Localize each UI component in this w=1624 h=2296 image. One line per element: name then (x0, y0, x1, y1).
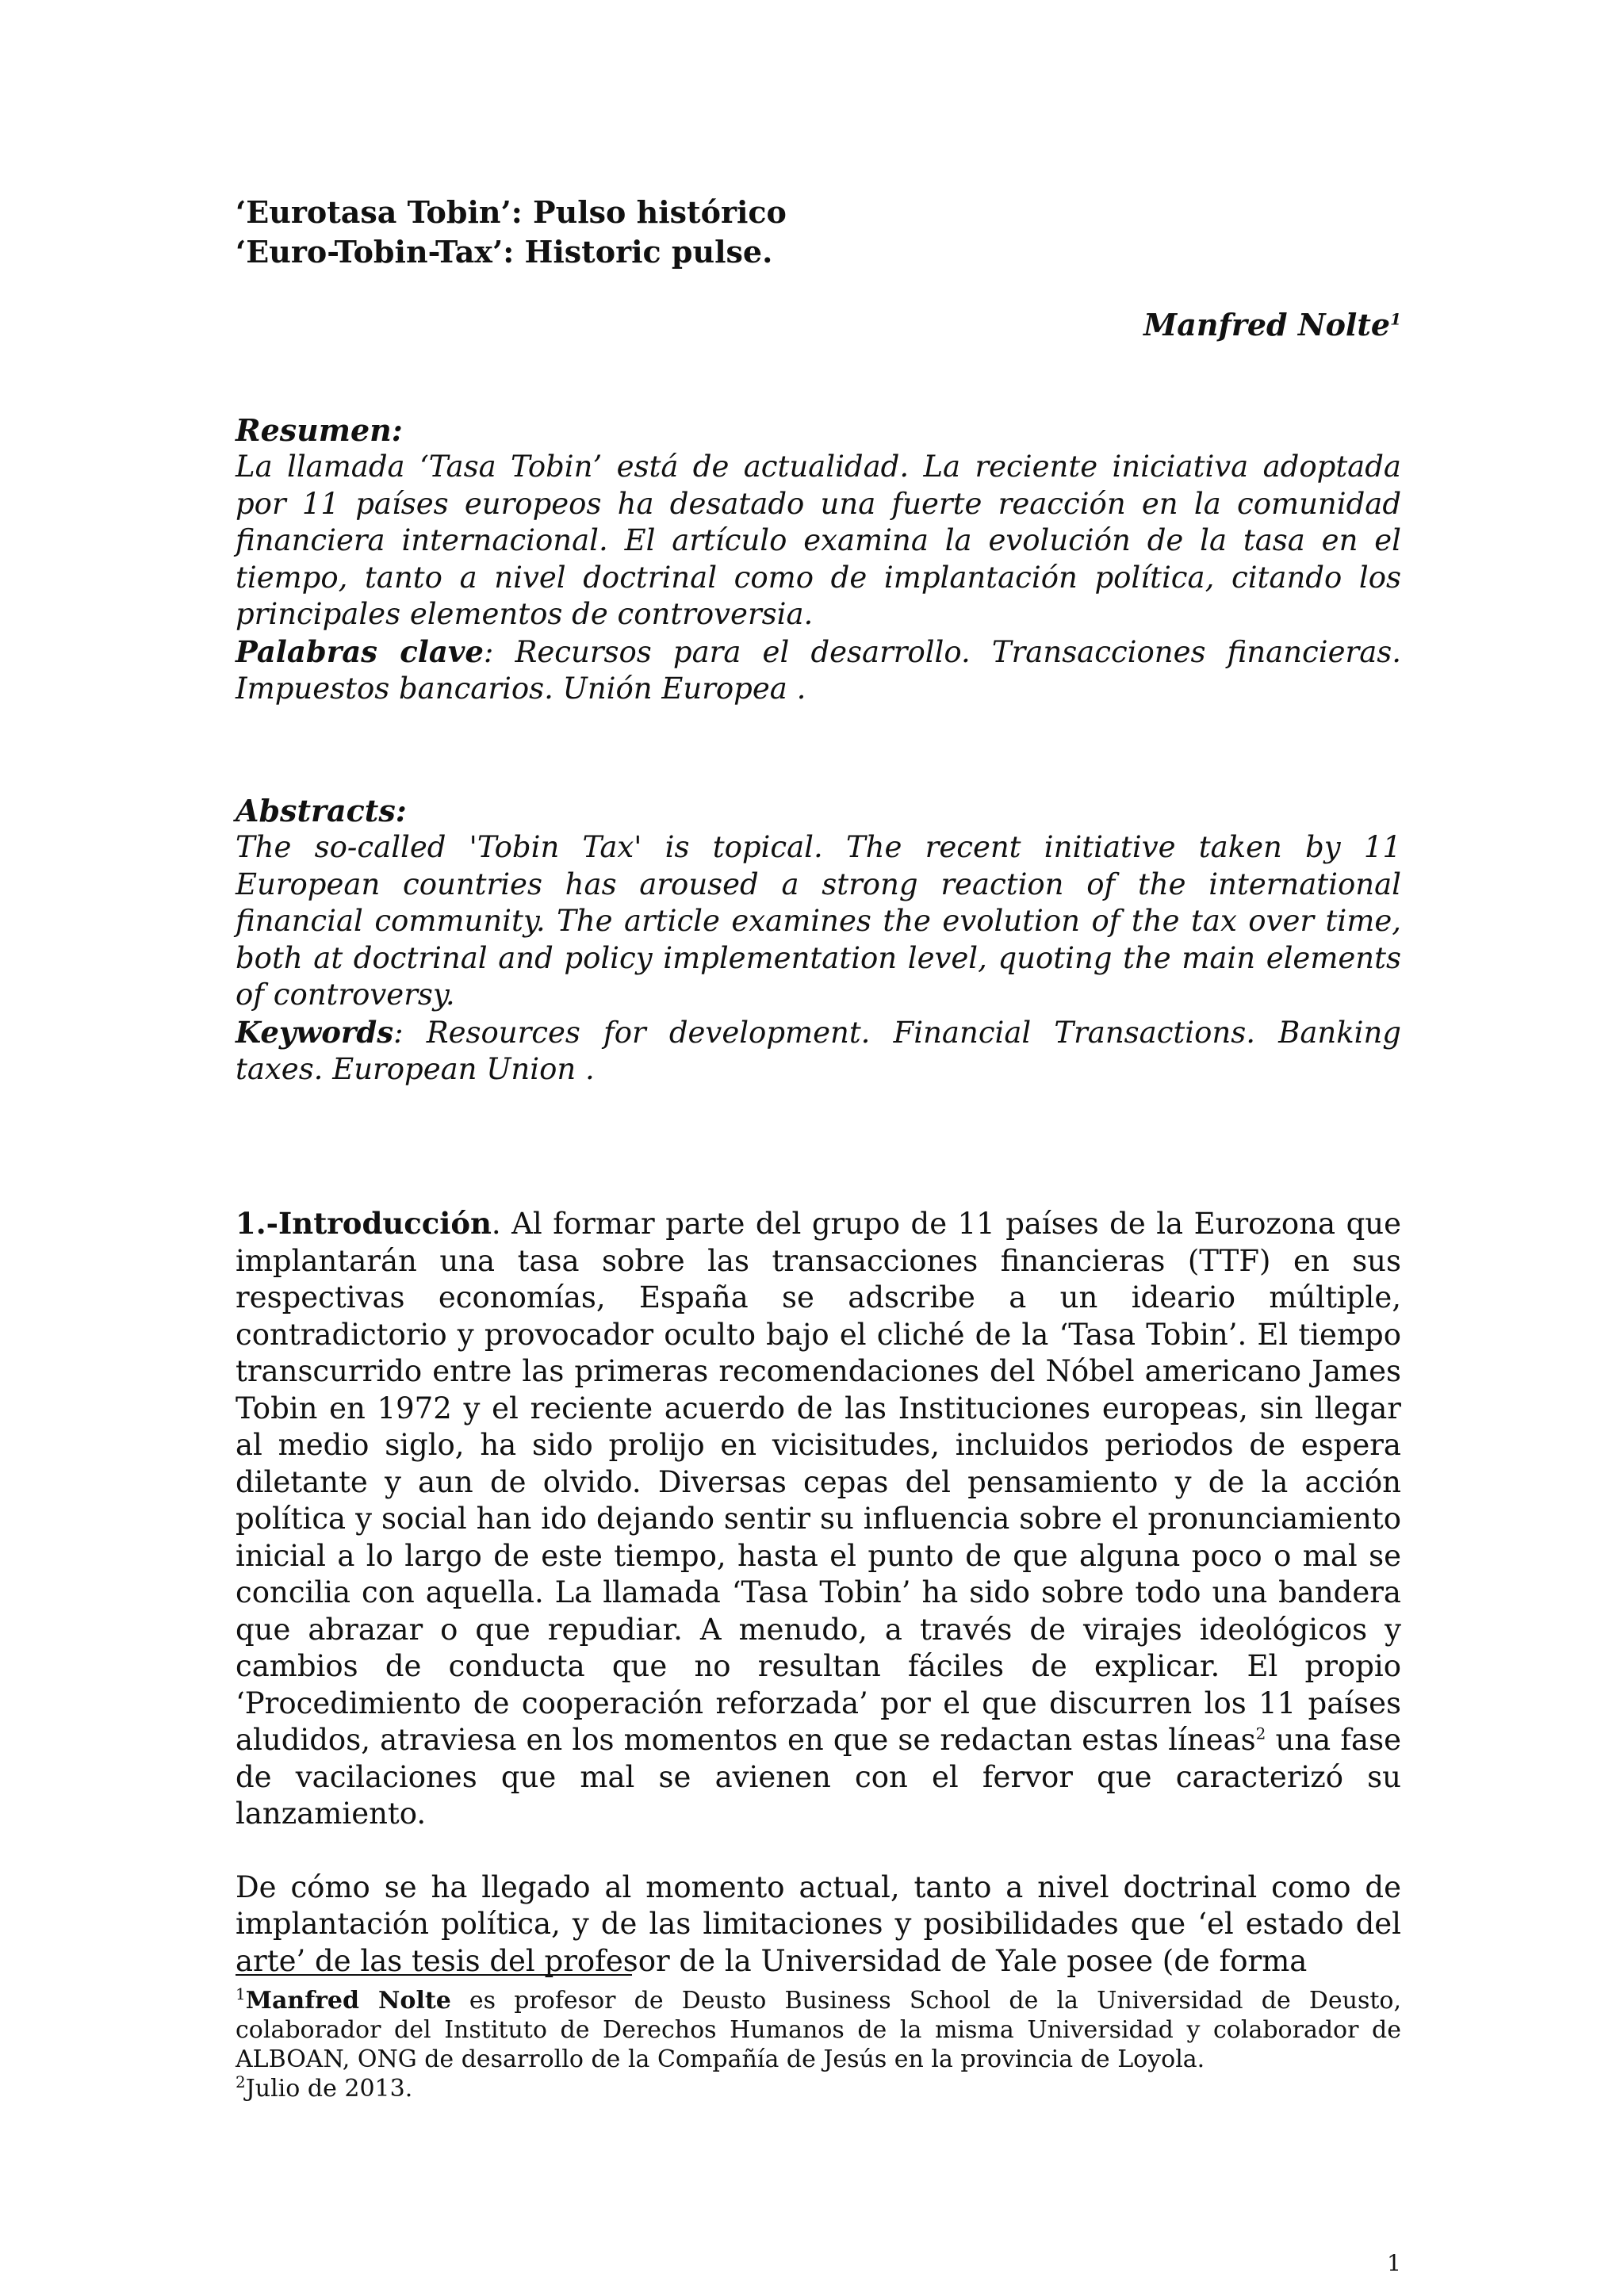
page-number: 1 (1387, 2250, 1401, 2276)
introduction-footnote-ref[interactable]: 2 (1255, 1724, 1266, 1743)
footnote-separator (236, 1974, 632, 1976)
introduction-paragraph-1 (236, 1205, 1401, 1833)
abstracts-keywords-label: Keywords (236, 1014, 394, 1050)
footnote-1 (236, 1986, 1401, 2074)
footnote-2-text: Julio de 2013. (245, 2075, 413, 2103)
author-line (1143, 305, 1401, 345)
introduction-section (236, 1205, 1401, 1980)
introduction-paragraph-1-part-1: . Al formar parte del grupo de 11 países de la Eurozona que implantarán una tasa sobre las transacciones financieras (TTF) en sus respectivas economías, España se adscribe a un ideario múltiple, contradictorio y provocador oculto bajo el cliché de la ‘Tasa Tobin’. El tiempo transcurrido entre las primeras recomendaciones del Nóbel americano James Tobin en 1972 y el reciente acuerdo de las Instituciones europeas, sin llegar al medio siglo, ha sido prolijo en vicisitudes, incluidos periodos de espera diletante y aun de olvido. Diversas cepas del pensamiento y de la acción política y social han ido dejando sentir su influencia sobre el pronunciamiento inicial a lo largo de este tiempo, hasta el punto de que alguna poco o mal se concilia con aquella. La llamada ‘Tasa Tobin’ ha sido sobre todo una bandera que abrazar o que repudiar. A menudo, a través de virajes ideológicos y cambios de conducta que no resultan fáciles de explicar. El propio ‘Procedimiento de cooperación reforzada’ por el que discurren los 11 países aludidos, atraviesa en los momentos en que se redactan estas líneas (236, 1207, 1401, 1757)
title-spanish: ‘Eurotasa Tobin’: Pulso histórico (236, 194, 787, 230)
footnote-2-marker: 2 (236, 2072, 246, 2091)
abstracts-heading: Abstracts: (236, 793, 407, 828)
resumen-keywords-text: : Recursos para el desarrollo. Transacciones financieras. Impuestos bancarios. Unión Europea . (236, 634, 1402, 706)
abstracts-text: The so-called 'Tobin Tax' is topical. The recent initiative taken by 11 European countries has aroused a strong reaction of the international financial community. The article examines the evolution of the tax over time, both at doctrinal and policy implementation level, quoting the main elements of controversy. (236, 830, 1401, 1012)
abstracts-keywords-text: : Resources for development. Financial Transactions. Banking taxes. European Union . (236, 1015, 1401, 1086)
footnote-1-marker: 1 (236, 1984, 246, 2003)
resumen-keywords-label: Palabras clave (236, 633, 484, 669)
resumen-section (236, 412, 1401, 708)
abstracts-section (236, 793, 1401, 1089)
introduction-paragraph-2: De cómo se ha llegado al momento actual, tanto a nivel doctrinal como de implantación política, y de las limitaciones y posibilidades que ‘el estado del arte’ de las tesis del profesor de la Universidad de Yale posee (de forma (236, 1869, 1401, 1978)
abstracts-keywords (236, 1014, 1401, 1089)
resumen-text: La llamada ‘Tasa Tobin’ está de actualidad. La reciente iniciativa adoptada por 11 países europeos ha desatado una fuerte reacción en la comunidad financiera internacional. El artículo examina la evolución de la tasa en el tiempo, tanto a nivel doctrinal como de implantación política, citando los principales elementos de controversia. (236, 450, 1401, 631)
footnotes (236, 1986, 1401, 2103)
author-footnote-ref[interactable]: 1 (1390, 309, 1401, 329)
resumen-heading: Resumen: (236, 412, 403, 448)
introduction-heading: 1.-Introducción (236, 1206, 492, 1241)
resumen-keywords (236, 633, 1401, 708)
title-english: ‘Euro-Tobin-Tax’: Historic pulse. (236, 234, 773, 270)
footnote-1-name: Manfred Nolte (245, 1987, 451, 2015)
footnote-1-text: es profesor de Deusto Business School de la Universidad de Deusto, colaborador del Instituto de Derechos Humanos de la misma Universidad y colaborador de ALBOAN, ONG de desarrollo de la Compañía de Jesús en la provincia de Loyola. (236, 1987, 1402, 2073)
title-block (236, 193, 1401, 272)
footnote-2 (236, 2074, 1401, 2103)
introduction-paragraph-1-part-2: una fase de vacilaciones que mal se avienen con el fervor que caracterizó su lanzamiento. (236, 1723, 1401, 1831)
author-name: Manfred Nolte (1143, 307, 1391, 342)
